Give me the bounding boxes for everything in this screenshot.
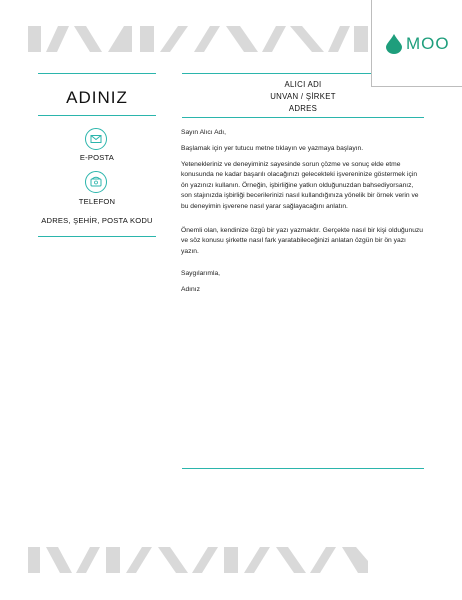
decorative-top-band: [28, 26, 368, 52]
letter-closing: Saygılarımla,: [181, 270, 221, 277]
decorative-bottom-band: [28, 547, 368, 573]
phone-icon: [85, 171, 107, 193]
letter-paragraph-3: Önemli olan, kendinize özgü bir yazı yazmaktır. Gerçekte nasıl bir kişi olduğunuzu ve söz konusu şirkette nasıl fark yaratabileceğinizi anlatan özgün bir ön yazı yazın.: [181, 227, 423, 255]
email-icon: [85, 128, 107, 150]
logo-text: MOO: [406, 34, 450, 53]
letter-signature: Adınız: [181, 286, 200, 293]
recipient-address: ADRES: [288, 104, 318, 113]
phone-label: TELEFON: [78, 197, 116, 206]
email-label: E-POSTA: [79, 153, 115, 162]
letter-paragraph-2: Yetenekleriniz ve deneyiminiz sayesinde sorun çözme ve sonuç elde etme konusunda ne kadar başarılı olacağınızı gelecekteki işvereninize göstermek için ön yazınızı kullanın. Örneğin, işbirliğine yatkın olduğunuzdan bahsediyorsanız, son stajınızda işbirliği becerilerinizi nasıl kullandığınıza yönelik bir örnek verin ve bu deneyimin işverene nasıl yarar sağlayacağını anlatın.: [181, 161, 419, 210]
sidebar-name-rule: [38, 115, 156, 116]
letter-bottom-rule: [182, 468, 424, 469]
drop-icon: [386, 34, 402, 54]
sidebar-top-rule: [38, 73, 156, 74]
recipient-bottom-rule: [182, 117, 424, 118]
address-label: ADRES, ŞEHİR, POSTA KODU: [41, 216, 153, 225]
sender-name: ADINIZ: [66, 88, 128, 107]
sidebar-bottom-rule: [38, 236, 156, 237]
recipient-top-rule: [182, 73, 371, 74]
letter-paragraph-1: Başlamak için yer tutucu metne tıklayın ve yazmaya başlayın.: [181, 145, 364, 152]
moo-logo: [371, 0, 462, 87]
recipient-name: ALICI ADI: [284, 80, 322, 89]
letter-greeting: Sayın Alıcı Adı,: [181, 129, 226, 136]
recipient-title: UNVAN / ŞİRKET: [270, 92, 336, 101]
